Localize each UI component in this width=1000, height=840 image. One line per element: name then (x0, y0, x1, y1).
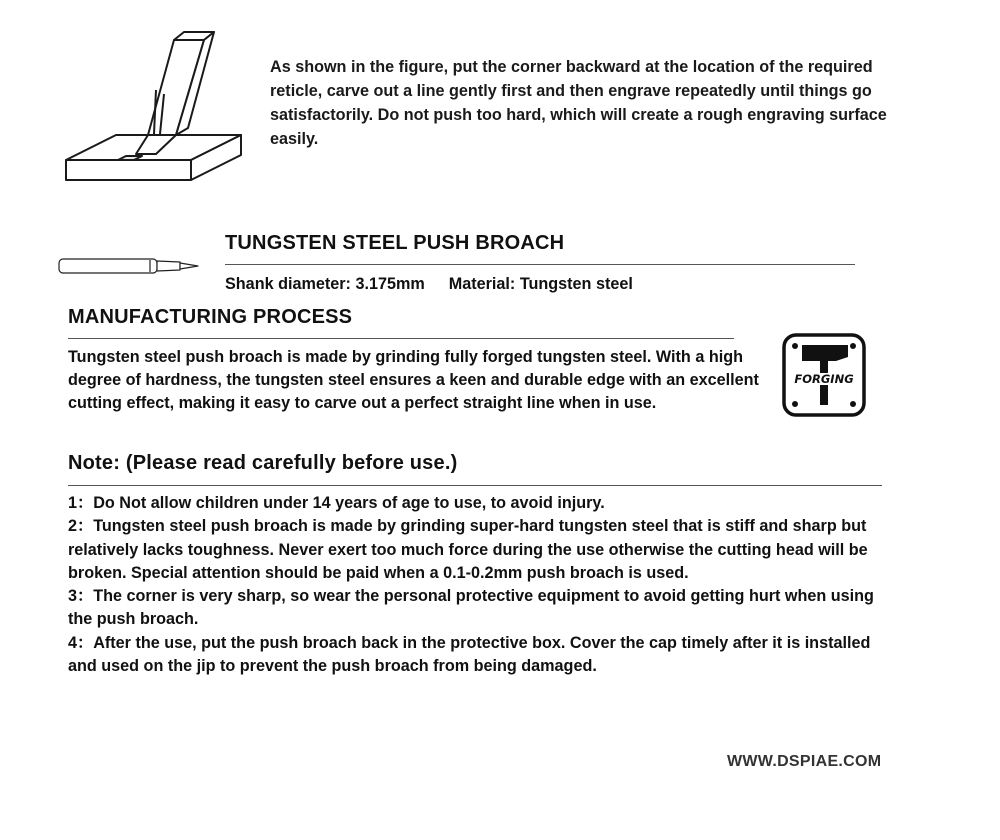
divider (68, 485, 882, 486)
divider (225, 264, 855, 265)
forging-icon (782, 333, 866, 417)
note-heading: Note: (Please read carefully before use.) (68, 452, 458, 474)
product-specs (225, 275, 633, 294)
intro-instructions: As shown in the figure, put the corner backward at the location of the required reticle, carve out a line gently first and then engrave repeatedly until things go satisfactorily. Do not push too hard, which will create a rough engraving surface easily. (270, 58, 887, 148)
forging-label: FORGING (794, 372, 854, 386)
shank-diameter: Shank diameter: 3.175mm (225, 275, 425, 293)
divider (68, 338, 734, 339)
product-title: TUNGSTEN STEEL PUSH BROACH (225, 232, 565, 254)
note-item: 1：Do Not allow children under 14 years of age to use, to avoid injury. (68, 494, 605, 512)
manufacturing-heading: MANUFACTURING PROCESS (68, 306, 353, 328)
note-item: 4：After the use, put the push broach back in the protective box. Cover the cap timely after it is installed and used on the jip to prevent the push broach from being damaged. (68, 633, 871, 676)
note-list (68, 492, 898, 678)
website-url: WWW.DSPIAE.COM (727, 753, 882, 770)
manufacturing-description: Tungsten steel push broach is made by grinding fully forged tungsten steel. With a high degree of hardness, the tungsten steel ensures a keen and durable edge with an excellent cutting effect, making it easy to carve out a perfect straight line when in use. (68, 348, 759, 412)
note-item: 3：The corner is very sharp, so wear the personal protective equipment to avoid getting hurt when using the push broach. (68, 587, 874, 629)
material: Material: Tungsten steel (448, 275, 633, 293)
push-broach-illustration (58, 255, 203, 277)
carving-illustration (56, 30, 256, 185)
note-item: 2：Tungsten steel push broach is made by grinding super-hard tungsten steel that is stiff and sharp but relatively lacks toughness. Never exert too much force during the use otherwise the cutting head will be broken. Special attention should be paid when a 0.1-0.2mm push broach is used. (68, 517, 868, 582)
